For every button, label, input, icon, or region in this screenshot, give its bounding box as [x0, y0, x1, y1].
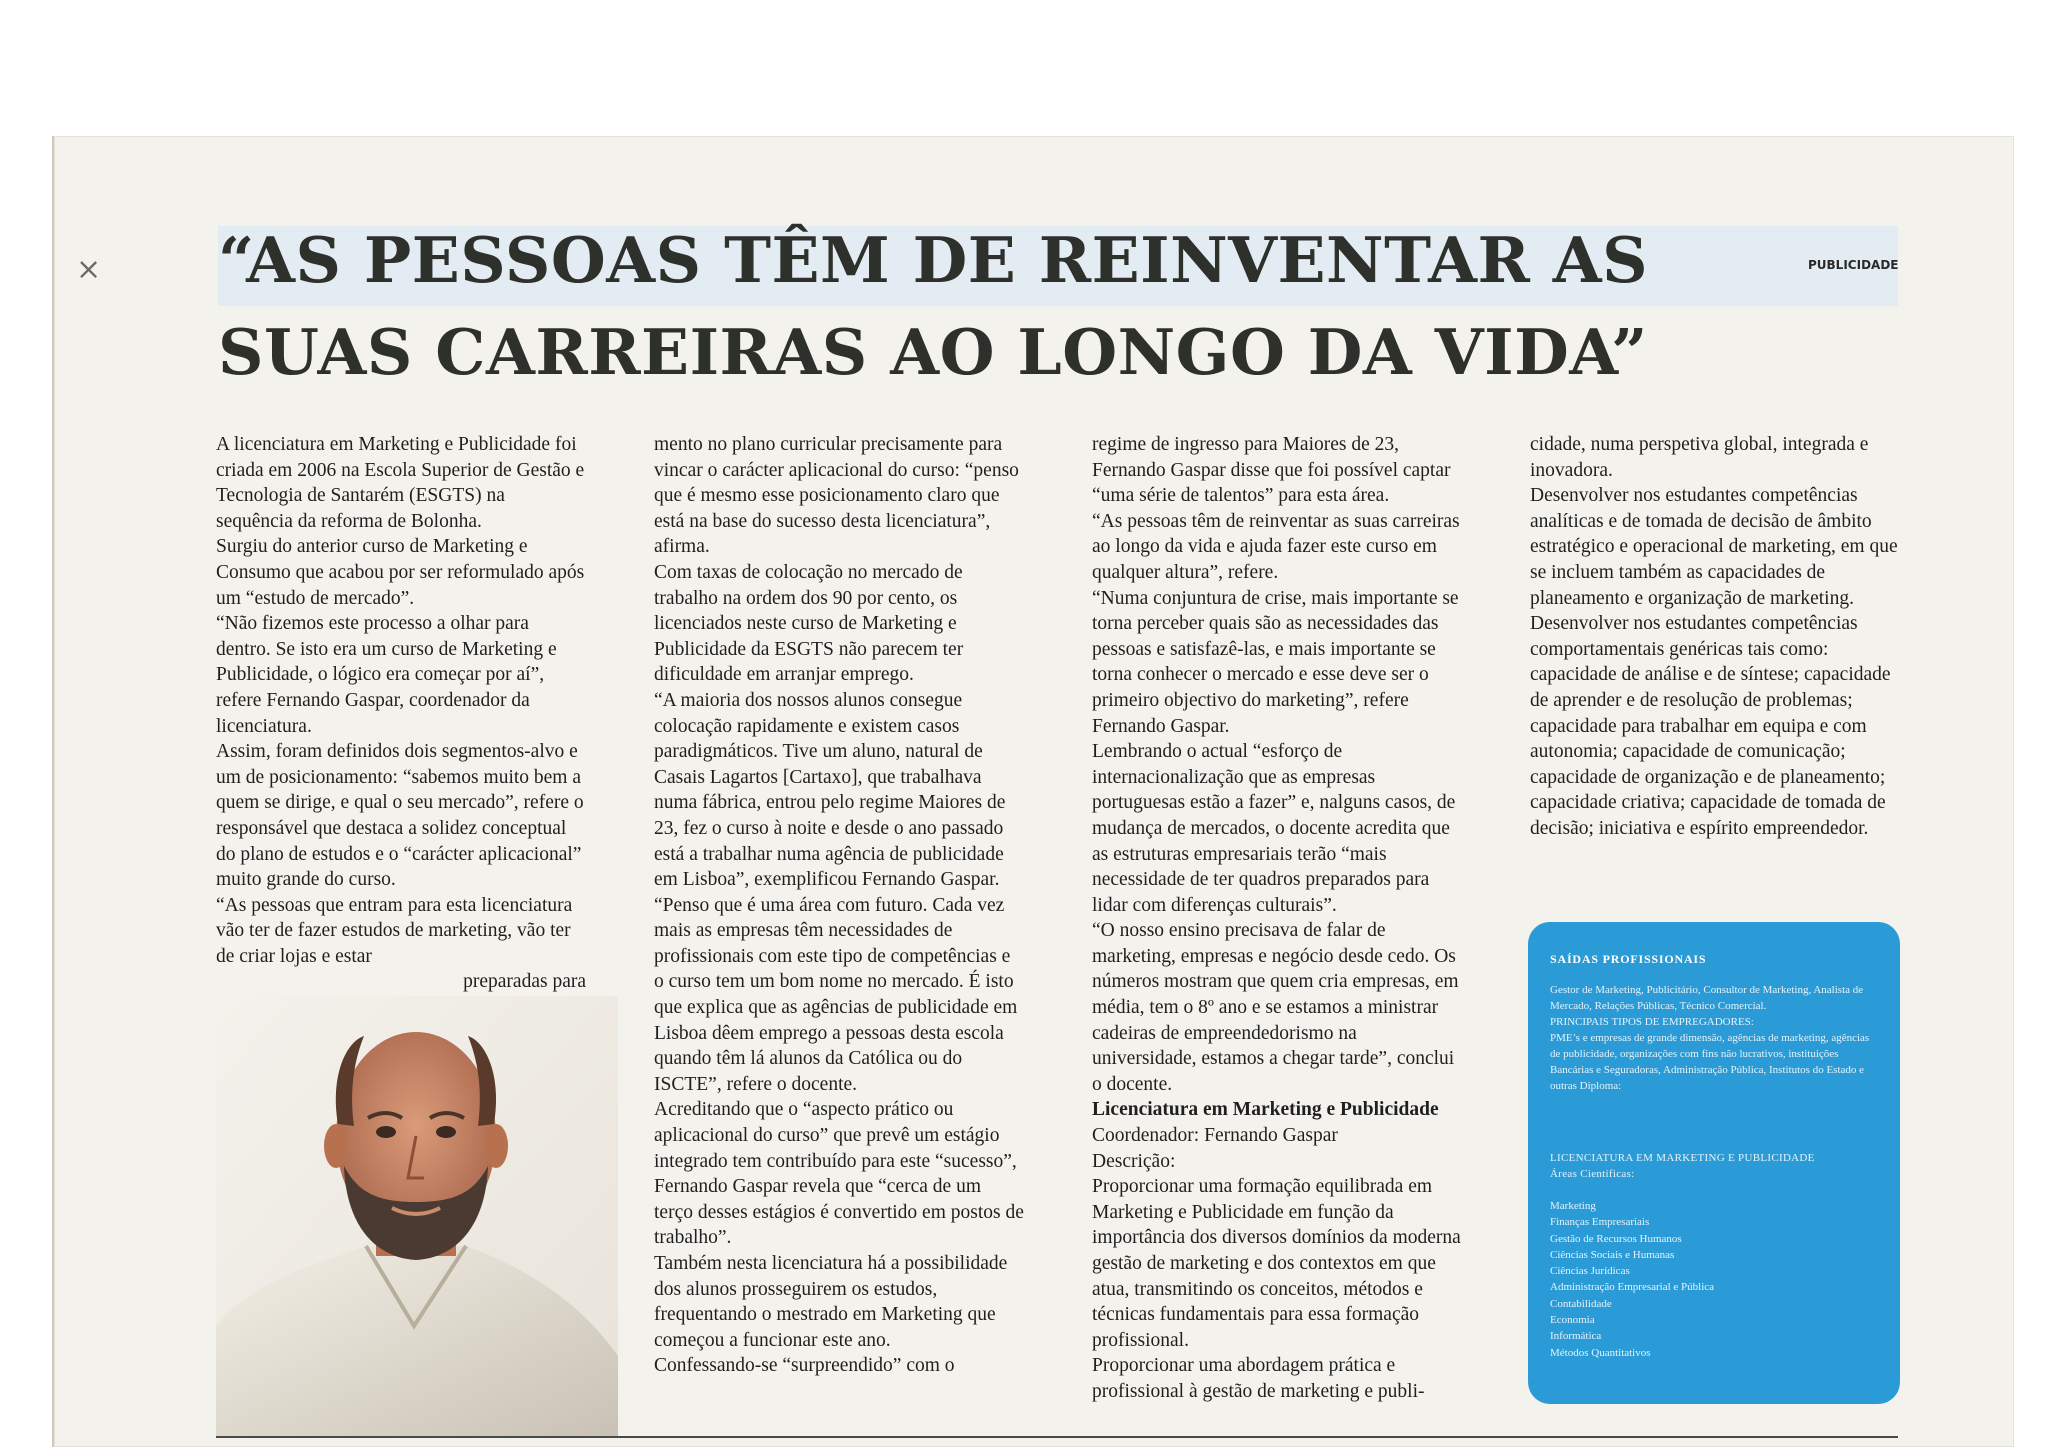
paragraph: “O nosso ensino precisava de falar de marketing, empresas e negócio desde cedo. Os números mostram que quem cria empresas, em média, tem o 8º ano e se estamos a ministrar cadeiras de empreendedorismo na universidade, estamos a chegar tarde”, conclui o docente. — [1092, 920, 1459, 1095]
licenciatura-title: LICENCIATURA EM MARKETING E PUBLICIDADE — [1550, 1152, 1815, 1164]
paragraph: Proporcionar uma abordagem prática e profissional à gestão de marketing e publi- — [1092, 1355, 1425, 1402]
paragraph: Lembrando o actual “esforço de internacionalização que as empresas portuguesas estão a fazer” e, nalguns casos, de mudança de mercados, o docente acredita que as estruturas empresariais terão “mais necessidade de ter quadros preparados para lidar com diferenças culturais”. — [1092, 741, 1456, 916]
empregadores-title: PRINCIPAIS TIPOS DE EMPREGADORES: — [1550, 1016, 1754, 1028]
paragraph: “A maioria dos nossos alunos consegue colocação rapidamente e existem casos paradigmáticos. Tive um aluno, natural de Casais Lagartos [Cartaxo], que trabalhava numa fábrica, entrou pelo regime Maiores de 23, fez o curso à noite e desde o ano passado está a trabalhar numa agência de publicidade em Lisboa”, exemplificou Fernando Gaspar. — [654, 689, 1006, 891]
course-title: Licenciatura em Marketing e Publicidade — [1092, 1099, 1439, 1121]
paragraph: Assim, foram definidos dois segmentos-alvo e um de posicionamento: “sabemos muito bem a quem se dirige, e qual o seu mercado”, refere o responsável que destaca a solidez conceptual do plano de estudos e o “carácter aplicacional” muito grande do curso. — [216, 741, 584, 891]
empregadores-text: PME’s e empresas de grande dimensão, agências de marketing, agências de publicidade, organizações com fins não lucrativos, instituições Bancárias e Seguradoras, Administração Pública, Institutos do Estado e outras Diploma: — [1550, 1032, 1870, 1092]
article-column-2 — [654, 432, 1024, 1379]
paragraph: Desenvolver nos estudantes competências analíticas e de tomada de decisão de âmbito estratégico e operacional de marketing, em que se incluem também as capacidades de planeamento e organização de marketing. — [1530, 485, 1898, 609]
paragraph: preparadas para — [463, 971, 586, 993]
portrait-photo — [216, 996, 618, 1436]
saidas-profissionais-box — [1528, 922, 1900, 1404]
portrait-photo-icon — [216, 996, 618, 1436]
paragraph: mento no plano curricular precisamente para vincar o carácter aplicacional do curso: “penso que é mesmo esse posicionamento claro que está na base do sucesso desta licenciatura”, afirma. — [654, 434, 1019, 558]
paragraph: “As pessoas que entram para esta licenciatura vão ter de fazer estudos de marketing, vão ter de criar lojas e estar — [216, 894, 573, 967]
paragraph: Com taxas de colocação no mercado de trabalho na ordem dos 90 por cento, os licenciados neste curso de Marketing e Publicidade da ESGTS não parecem ter dificuldade em arranjar emprego. — [654, 561, 964, 686]
areas-list — [1550, 1198, 1870, 1361]
saidas-text: Gestor de Marketing, Publicitário, Consultor de Marketing, Analista de Mercado, Relações Públicas, Técnico Comercial. — [1550, 984, 1864, 1012]
infobox-title: SAÍDAS PROFISSIONAIS — [1550, 952, 1707, 966]
article-column-3 — [1092, 432, 1462, 1405]
paragraph: cidade, numa perspetiva global, integrada e inovadora. — [1530, 434, 1869, 481]
headline: “AS PESSOAS TÊM DE REINVENTAR AS SUAS CARREIRAS AO LONGO DA VIDA” — [218, 223, 1649, 389]
list-item: Ciências Sociais e Humanas — [1550, 1248, 1675, 1261]
paragraph: Também nesta licenciatura há a possibilidade dos alunos prosseguirem os estudos, frequentando o mestrado em Marketing que começou a funcionar este ano. — [654, 1253, 1008, 1351]
coordenador-line: Coordenador: Fernando Gaspar — [1092, 1125, 1338, 1147]
bottom-rule — [216, 1436, 1898, 1438]
list-item: Informática — [1550, 1330, 1602, 1343]
paragraph: A licenciatura em Marketing e Publicidade foi criada em 2006 na Escola Superior de Gestão e Tecnologia de Santarém (ESGTS) na sequência da reforma de Bolonha. — [216, 434, 585, 532]
pen-mark: ⨯ — [76, 252, 102, 287]
list-item: Contabilidade — [1550, 1297, 1612, 1310]
infobox-body — [1550, 982, 1880, 1094]
list-item: Gestão de Recursos Humanos — [1550, 1232, 1682, 1245]
paragraph: Confessando-se “surpreendido” com o — [654, 1355, 955, 1377]
paragraph: “As pessoas têm de reinventar as suas carreiras ao longo da vida e ajuda fazer este curso em qualquer altura”, refere. — [1092, 510, 1460, 583]
list-item: Ciências Jurídicas — [1550, 1265, 1630, 1278]
paragraph: Acreditando que o “aspecto prático ou aplicacional do curso” que prevê um estágio integrado tem contribuído para este “sucesso”, Fernando Gaspar revela que “cerca de um terço desses estágios é convertido em postos de trabalho”. — [654, 1099, 1024, 1249]
publicidade-label: PUBLICIDADE — [1808, 258, 1899, 272]
list-item: Marketing — [1550, 1200, 1596, 1212]
areas-title: Áreas Científicas: — [1550, 1168, 1635, 1180]
list-item: Administração Empresarial e Pública — [1550, 1281, 1715, 1294]
paragraph: regime de ingresso para Maiores de 23, Fernando Gaspar disse que foi possível captar “uma série de talentos” para esta área. — [1092, 434, 1451, 507]
paragraph: Surgiu do anterior curso de Marketing e Consumo que acabou por ser reformulado após um “estudo de mercado”. — [216, 536, 585, 609]
list-item: Finanças Empresariais — [1550, 1216, 1650, 1229]
list-item: Métodos Quantitativos — [1550, 1346, 1651, 1359]
list-item: Economia — [1550, 1314, 1595, 1327]
paragraph: “Não fizemos este processo a olhar para dentro. Se isto era um curso de Marketing e Publicidade, o lógico era começar por aí”, refere Fernando Gaspar, coordenador da licenciatura. — [216, 613, 557, 737]
descricao-label: Descrição: — [1092, 1150, 1176, 1172]
paragraph: “Penso que é uma área com futuro. Cada vez mais as empresas têm necessidades de profissionais com este tipo de competências e o curso tem um bom nome no mercado. É isto que explica que as agências de publicidade em Lisboa dêem emprego a pessoas desta escola quando têm lá alunos da Católica ou do ISCTE”, refere o docente. — [654, 894, 1018, 1095]
paragraph: Desenvolver nos estudantes competências comportamentais genéricas tais como: capacidade de análise e de síntese; capacidade de aprender e de resolução de problemas; capacidade para trabalhar em equipa e com autonomia; capacidade de comunicação; capacidade de organização e de planeamento; capacidade criativa; capacidade de tomada de decisão; iniciativa e espírito empreendedor. — [1530, 613, 1891, 839]
article-column-4 — [1530, 432, 1900, 842]
paragraph: Proporcionar uma formação equilibrada em Marketing e Publicidade em função da importância dos diversos domínios da moderna gestão de marketing e dos contextos em que atua, transmitindo os conceitos, métodos e técnicas fundamentais para essa formação profissional. — [1092, 1176, 1461, 1351]
infobox-subheading — [1550, 1150, 1890, 1182]
paragraph: “Numa conjuntura de crise, mais importante se torna perceber quais são as necessidades das pessoas e satisfazê-las, e mais importante se torna conhecer o mercado e esse deve ser o primeiro objectivo do marketing”, refere Fernando Gaspar. — [1092, 587, 1459, 737]
